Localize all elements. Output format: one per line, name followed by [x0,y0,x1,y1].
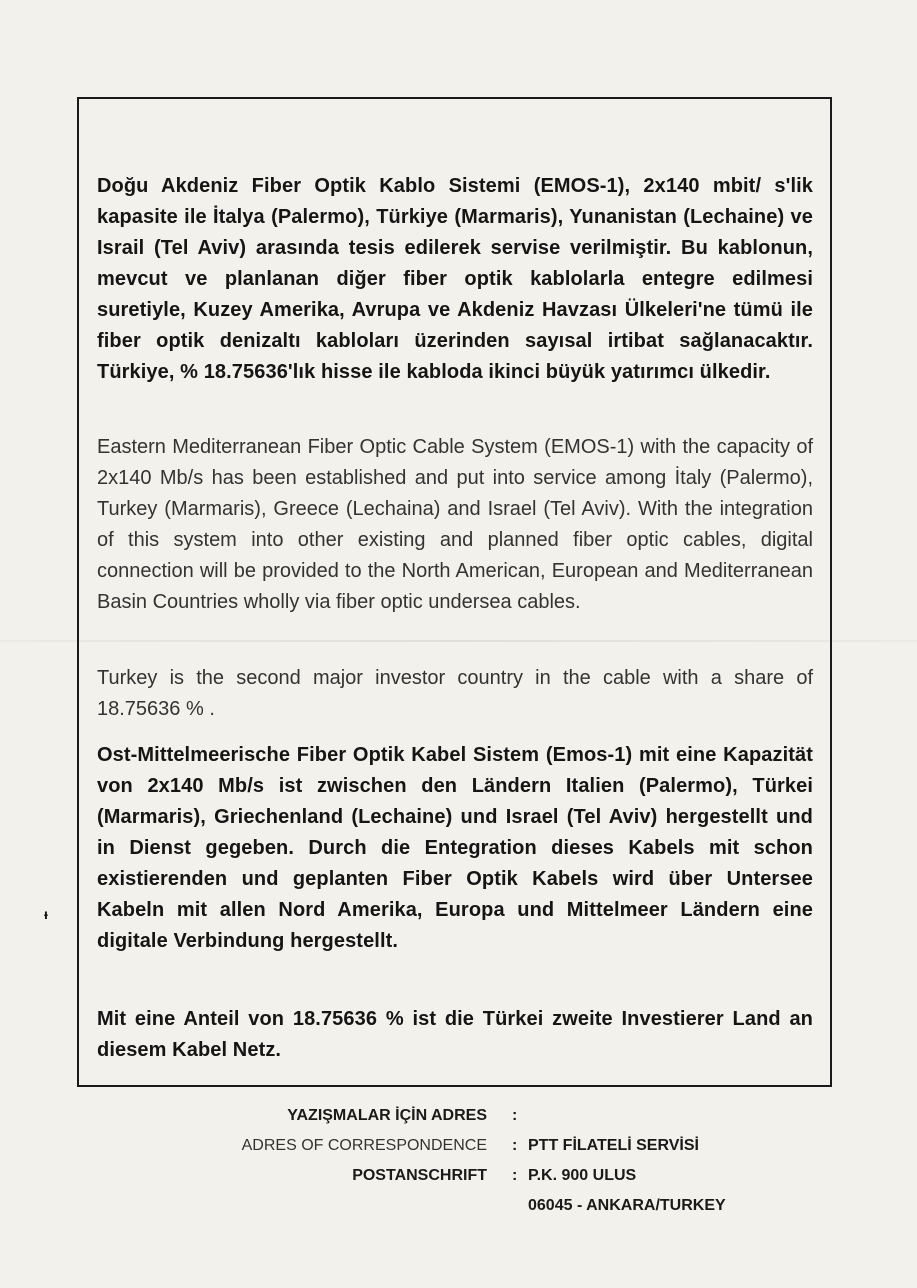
address-line-1: PTT FİLATELİ SERVİSİ [528,1137,699,1154]
address-label-turkish: YAZIŞMALAR İÇİN ADRES [287,1107,487,1124]
german-paragraph-2: Mit eine Anteil von 18.75636 % ist die Türkei zweite Investierer Land an diesem Kabel Netz. [97,1008,813,1061]
address-line-3: 06045 - ANKARA/TURKEY [528,1197,726,1214]
turkish-paragraph: Doğu Akdeniz Fiber Optik Kablo Sistemi (EMOS-1), 2x140 mbit/ s'lik kapasite ile İtalya (Palermo), Türkiye (Marmaris), Yunanistan (Lechaine) ve Israil (Tel Aviv) arasında tesis edilerek servise verilmiştir. Bu kablonun, mevcut ve planlanan diğer fiber optik kablolarla entegre edilmesi suretiyle, Kuzey Amerika, Avrupa ve Akdeniz Havzası Ülkeleri'ne tümü ile fiber optik denizaltı kabloları üzerinden sayısal irtibat sağlanacaktır. Türkiye, % 18.75636'lık hisse ile kabloda ikinci büyük yatırımcı ülkedir. [97,175,813,383]
german-paragraph-1: Ost-Mittelmeerische Fiber Optik Kabel Sistem (Emos-1) mit eine Kapazität von 2x140 Mb/s ist zwischen den Ländern Italien (Palermo), Türkei (Marmaris), Griechenland (Lechaine) und Israel (Tel Aviv) hergestellt und in Dienst gegeben. Durch die Entegration dieses Kabels mit schon existierenden und geplanten Fiber Optik Kabels wird über Untersee Kabeln mit allen Nord Amerika, Europa und Mittelmeer Ländern eine digitale Verbindung hergestellt. [97,744,813,952]
address-colon-1: : [512,1107,518,1124]
english-paragraph-1: Eastern Mediterranean Fiber Optic Cable System (EMOS-1) with the capacity of 2x140 Mb/s has been established and put into service among İtaly (Palermo), Turkey (Marmaris), Greece (Lechaina) and Israel (Tel Aviv). With the integration of this system into other existing and planned fiber optic cables, digital connection will be provided to the North American, European and Mediterranean Basin Countries wholly via fiber optic undersea cables. [97,436,813,613]
address-colon-2: : [512,1137,518,1154]
address-label-german: POSTANSCHRIFT [352,1167,487,1184]
address-colon-3: : [512,1167,518,1184]
margin-mark: ᵻ [44,906,48,922]
english-paragraph-2: Turkey is the second major investor country in the cable with a share of 18.75636 % . [97,667,813,720]
address-label-english: ADRES OF CORRESPONDENCE [241,1137,487,1154]
address-line-2: P.K. 900 ULUS [528,1167,637,1184]
